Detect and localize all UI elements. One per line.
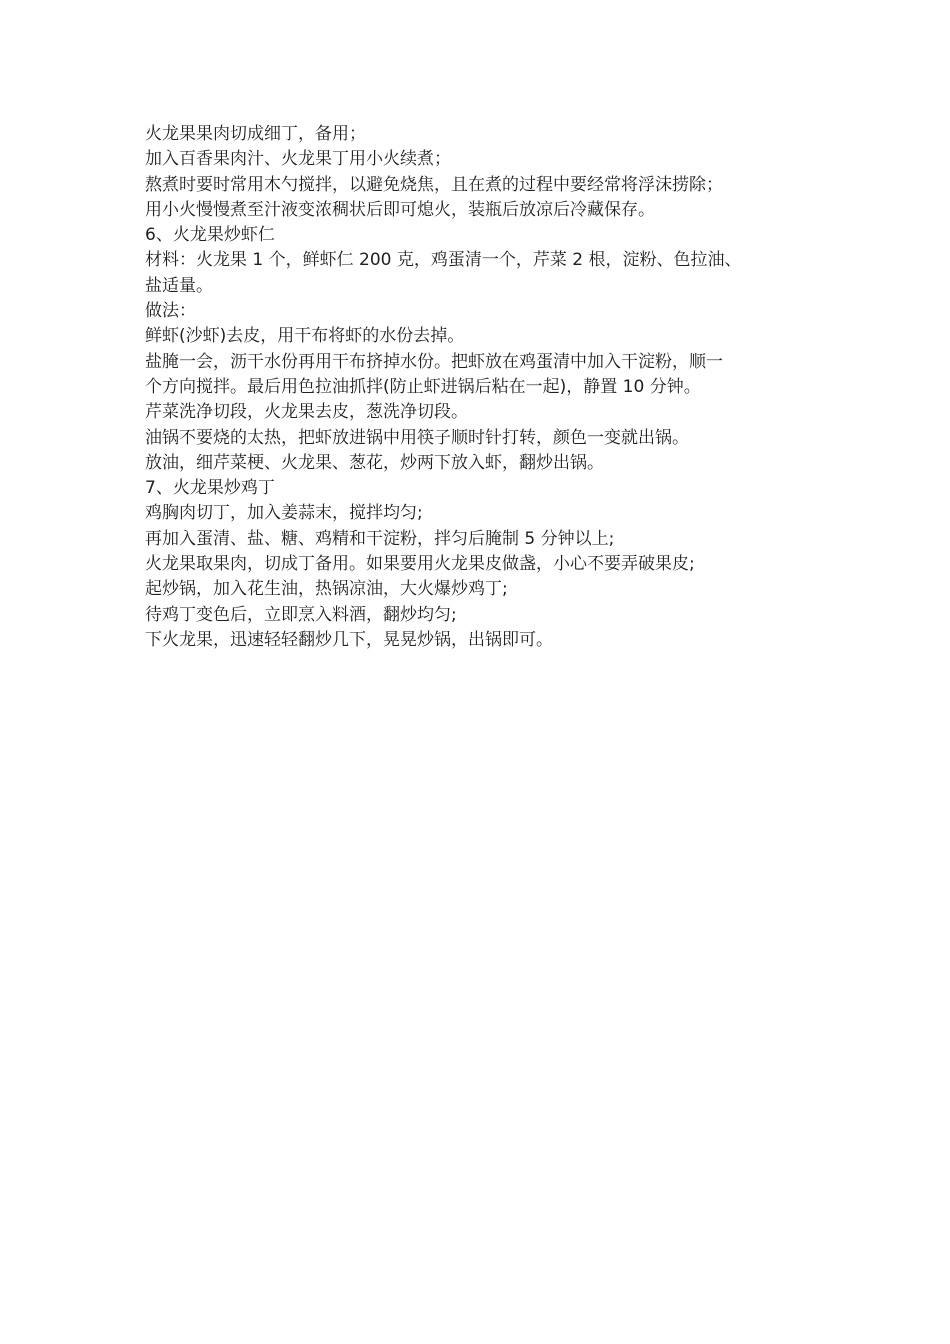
text-line: 个方向搅拌。最后用色拉油抓拌(防止虾进锅后粘在一起)，静置 10 分钟。 [145,376,701,397]
text-line: 下火龙果，迅速轻轻翻炒几下，晃晃炒锅，出锅即可。 [145,629,553,650]
text-line: 材料：火龙果 1 个，鲜虾仁 200 克，鸡蛋清一个，芹菜 2 根，淀粉、色拉油、 [145,250,742,271]
text-line: 起炒锅，加入花生油，热锅凉油，大火爆炒鸡丁; [145,579,508,600]
section-heading: 6、火龙果炒虾仁 [145,225,275,246]
text-line: 盐腌一会，沥干水份再用干布挤掉水份。把虾放在鸡蛋清中加入干淀粉，顺一 [145,351,723,372]
text-line: 芹菜洗净切段，火龙果去皮，葱洗净切段。 [145,402,468,423]
text-line: 放油，细芹菜梗、火龙果、葱花，炒两下放入虾，翻炒出锅。 [145,452,604,473]
text-line: 加入百香果肉汁、火龙果丁用小火续煮； [145,149,451,170]
text-line: 再加入蛋清、盐、糖、鸡精和干淀粉，拌匀后腌制 5 分钟以上; [145,528,615,549]
text-line: 油锅不要烧的太热，把虾放进锅中用筷子顺时针打转，颜色一变就出锅。 [145,427,689,448]
text-line: 熬煮时要时常用木勺搅拌，以避免烧焦，且在煮的过程中要经常将浮沫捞除； [145,174,723,195]
section-heading: 7、火龙果炒鸡丁 [145,478,275,499]
text-line: 鸡胸肉切丁，加入姜蒜末，搅拌均匀; [145,503,423,524]
text-line: 待鸡丁变色后，立即烹入料酒，翻炒均匀; [145,604,457,625]
text-line: 用小火慢慢煮至汁液变浓稠状后即可熄火，装瓶后放凉后冷藏保存。 [145,199,655,220]
text-line: 盐适量。 [145,275,213,296]
text-line: 火龙果取果肉，切成丁备用。如果要用火龙果皮做盏，小心不要弄破果皮; [145,554,695,575]
text-line: 火龙果果肉切成细丁，备用； [145,124,366,144]
text-line: 鲜虾(沙虾)去皮，用干布将虾的水份去掉。 [145,326,465,347]
document-body [145,122,825,653]
text-line: 做法： [145,301,196,322]
